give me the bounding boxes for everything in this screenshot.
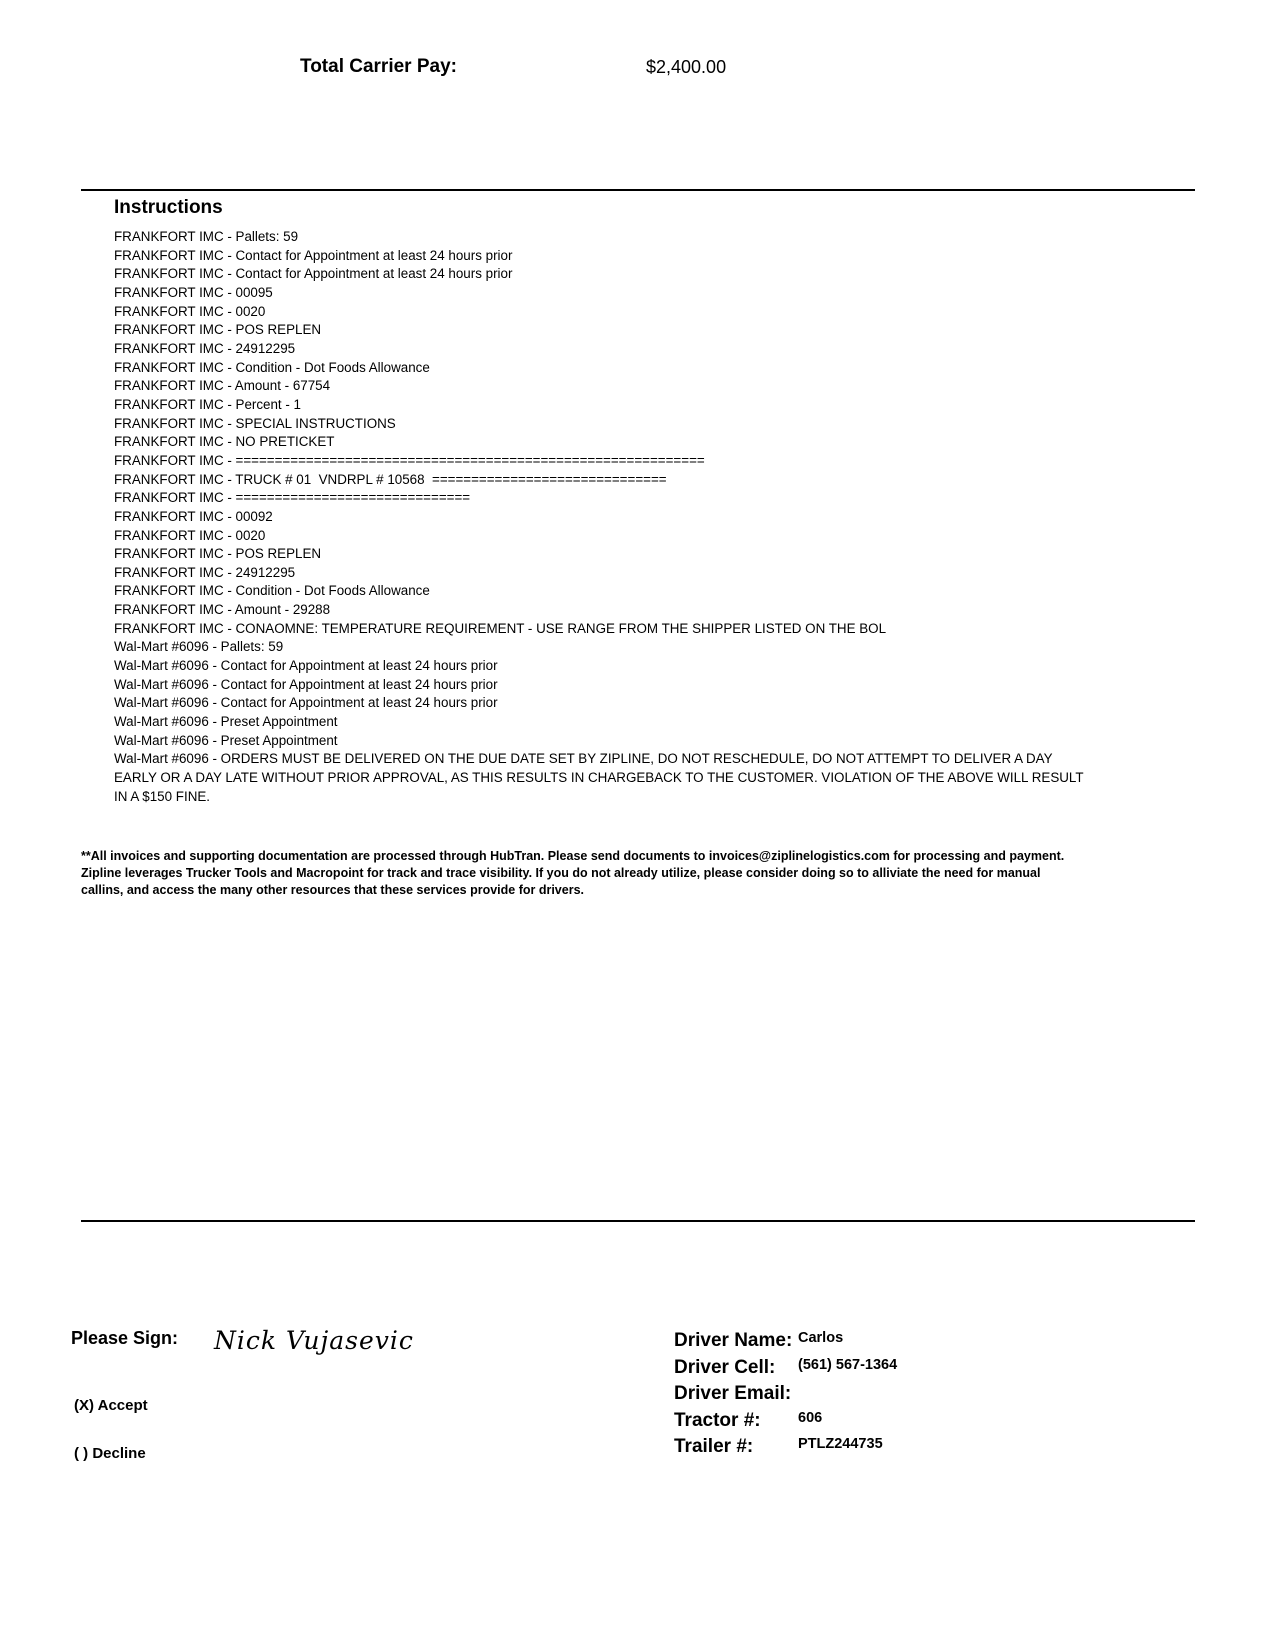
instruction-line: FRANKFORT IMC - Pallets: 59: [114, 229, 299, 244]
instruction-line: FRANKFORT IMC - ============================================================: [114, 452, 705, 468]
driver-name-row: [674, 1330, 1094, 1357]
instruction-line: Wal-Mart #6096 - Preset Appointment: [114, 714, 338, 730]
instruction-line: FRANKFORT IMC - 24912295: [114, 340, 296, 356]
instruction-line: FRANKFORT IMC - 24912295: [114, 564, 296, 580]
driver-info: [674, 1330, 1094, 1463]
handwritten-signature: Nick Vujasevic: [214, 1326, 414, 1355]
notes-section: [81, 848, 1081, 899]
instruction-line: FRANKFORT IMC - Contact for Appointment at least 24 hours prior: [114, 247, 513, 263]
tractor-value: 606: [798, 1409, 823, 1426]
trailer-row: [674, 1436, 1094, 1463]
instruction-line: FRANKFORT IMC - 0020: [114, 527, 266, 543]
driver-name-label: Driver Name:: [674, 1330, 793, 1351]
instruction-line: FRANKFORT IMC - POS REPLEN: [114, 322, 322, 338]
trailer-label: Trailer #:: [674, 1436, 754, 1457]
driver-cell-row: [674, 1357, 1094, 1384]
bottom-divider: [81, 1220, 1195, 1222]
instruction-line: FRANKFORT IMC - Contact for Appointment at least 24 hours prior: [114, 266, 513, 282]
instruction-line: Wal-Mart #6096 - Contact for Appointment at least 24 hours prior: [114, 695, 498, 711]
total-carrier-pay-value: $2,400.00: [646, 57, 727, 77]
tractor-row: [674, 1410, 1094, 1437]
instruction-line: FRANKFORT IMC - POS REPLEN: [114, 546, 322, 562]
instruction-line: FRANKFORT IMC - CONAOMNE: TEMPERATURE REQUIREMENT - USE RANGE FROM THE SHIPPER LISTED ON THE BOL: [114, 620, 887, 636]
tractor-label: Tractor #:: [674, 1409, 761, 1431]
accept-option: (X) Accept: [74, 1397, 148, 1414]
instructions-heading: Instructions: [114, 197, 223, 218]
instruction-line: FRANKFORT IMC - Condition - Dot Foods Allowance: [114, 359, 430, 375]
instructions-list: [114, 228, 1094, 806]
please-sign-label: Please Sign:: [71, 1328, 179, 1348]
instruction-line: FRANKFORT IMC - 00095: [114, 284, 273, 300]
instruction-line: Wal-Mart #6096 - Pallets: 59: [114, 639, 284, 655]
trailer-value: PTLZ244735: [798, 1436, 883, 1452]
instruction-line: FRANKFORT IMC - Percent - 1: [114, 396, 302, 412]
instruction-line: Wal-Mart #6096 - Preset Appointment: [114, 732, 338, 748]
instruction-line: FRANKFORT IMC - Condition - Dot Foods Allowance: [114, 583, 430, 599]
decline-option: ( ) Decline: [74, 1445, 146, 1462]
instruction-line: Wal-Mart #6096 - Contact for Appointment at least 24 hours prior: [114, 676, 498, 692]
total-carrier-pay-label: Total Carrier Pay:: [300, 56, 457, 77]
driver-name-value: Carlos: [798, 1330, 844, 1346]
instruction-line: FRANKFORT IMC - 00092: [114, 508, 273, 524]
driver-email-label: Driver Email:: [674, 1383, 792, 1404]
instruction-line: FRANKFORT IMC - SPECIAL INSTRUCTIONS: [114, 415, 396, 431]
invoices-note: **All invoices and supporting documentation are processed through HubTran. Please send documents to invoices@ziplinelogistics.com for processing and payment.: [81, 849, 1065, 863]
instruction-line: Wal-Mart #6096 - Contact for Appointment at least 24 hours prior: [114, 658, 498, 674]
instruction-line: FRANKFORT IMC - TRUCK # 01 VNDRPL # 10568 ==============================: [114, 471, 667, 487]
instruction-line: FRANKFORT IMC - NO PRETICKET: [114, 434, 335, 450]
driver-cell-label: Driver Cell:: [674, 1356, 776, 1378]
driver-cell-value: (561) 567-1364: [798, 1356, 898, 1373]
driver-email-row: [674, 1383, 1094, 1410]
tracking-note: Zipline leverages Trucker Tools and Macropoint for track and trace visibility. If you do not already utilize, please consider doing so to alliviate the need for manual callins, and access the many other resources that these services provide for drivers.: [81, 866, 1041, 897]
instruction-line: FRANKFORT IMC - ==============================: [114, 490, 471, 506]
top-divider: [81, 189, 1195, 191]
instruction-line: FRANKFORT IMC - Amount - 29288: [114, 602, 331, 618]
instruction-line: Wal-Mart #6096 - ORDERS MUST BE DELIVERED ON THE DUE DATE SET BY ZIPLINE, DO NOT RESCHEDULE, DO NOT ATTEMPT TO DELIVER A DAY EARLY OR A DAY LATE WITHOUT PRIOR APPROVAL, AS THIS RESULTS IN CHARGEBACK TO THE CUSTOMER. VIOLATION OF THE ABOVE WILL RESULT IN A $150 FINE.: [114, 751, 1084, 804]
instruction-line: FRANKFORT IMC - Amount - 67754: [114, 378, 331, 394]
instruction-line: FRANKFORT IMC - 0020: [114, 303, 266, 319]
